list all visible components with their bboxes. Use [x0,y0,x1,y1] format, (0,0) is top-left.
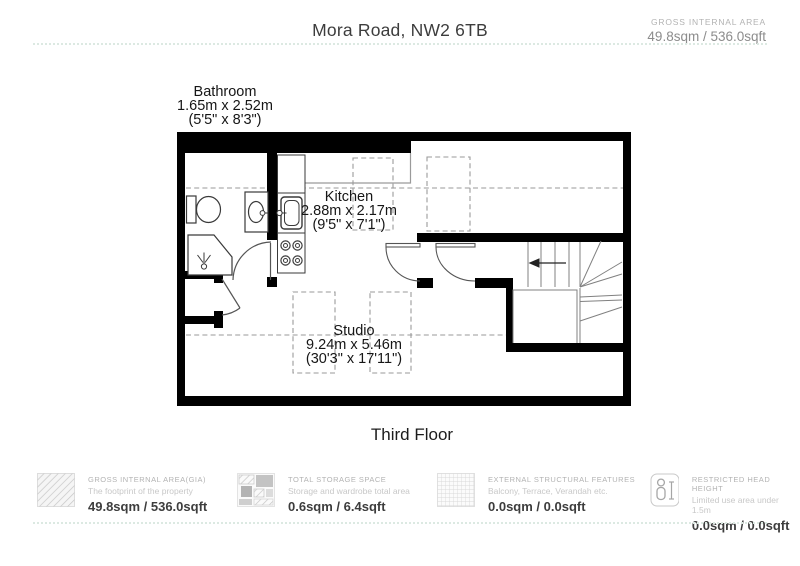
wall-outer-left [177,132,185,406]
wall-outer-top-thick [177,132,411,153]
legend-restricted-value: 0.0sqm / 0.0sqft [691,518,790,533]
wall-outer-bottom [177,396,631,406]
legend-storage-sub: Storage and wardrobe total area [288,486,410,496]
wall-wc-bottom [177,316,215,324]
wall-lobby-bottom-left [417,278,433,288]
legend-item-restricted [650,473,800,533]
studio-name: Studio [333,323,375,339]
legend-item-gia [37,473,207,514]
kitchen-imperial: (9'5" x 7'1") [312,217,386,233]
kitchen-sink [277,197,302,229]
dashed-zone-lines [186,157,623,373]
page-title: Mora Road, NW2 6TB [312,20,488,40]
kitchen-metric: 2.88m x 2.17m [301,203,397,219]
studio-metric: 9.24m x 5.46m [306,337,402,353]
wall-stub-kitchen [267,277,277,287]
lobby-door-left [386,244,420,282]
wall-stair-bottom [506,343,631,352]
room-label-studio [306,324,402,366]
bathroom-metric: 1.65m x 2.52m [177,98,273,114]
legend-restricted-label: RESTRICTED HEAD HEIGHT [691,475,771,493]
legend-external-label: EXTERNAL STRUCTURAL FEATURES [488,475,636,484]
person-height-icon [650,473,679,507]
wall-outer-right [623,132,631,406]
legend-restricted-sub: Limited use area under 1.5m [691,495,779,515]
legend-item-storage [237,473,410,514]
grid-pattern-icon [437,473,475,507]
studio-imperial: (30'3" x 17'11") [305,351,403,367]
toilet [187,196,221,223]
room-label-bathroom [177,85,273,127]
wall-outer-top-thin [411,132,631,141]
bathroom-imperial: (5'5" x 8'3") [188,112,262,128]
wall-lobby-top [417,233,623,242]
legend-storage-value: 0.6sqm / 6.4sqft [288,499,386,514]
stair-landing [513,290,577,343]
footer-separator [33,522,767,524]
kitchen-name: Kitchen [324,189,374,205]
wc-door [222,279,240,315]
staircase [513,241,622,343]
walls [177,132,631,406]
stair-direction-arrow [529,258,567,268]
shower [188,235,232,275]
gia-header-value: 49.8sqm / 536.0sqft [647,29,766,44]
room-label-kitchen [301,190,397,232]
legend-gia-sub: The footprint of the property [88,486,193,496]
wall-jamb-wc [214,311,223,328]
storage-mosaic-icon [237,473,275,507]
legend-external-value: 0.0sqm / 0.0sqft [488,499,586,514]
legend-storage-label: TOTAL STORAGE SPACE [288,475,387,484]
legend-gia-value: 49.8sqm / 536.0sqft [88,499,208,514]
bathroom-name: Bathroom [193,84,257,100]
wall-lobby-bottom-right [475,278,513,288]
floor-name-label: Third Floor [370,425,454,444]
washbasin [245,192,268,232]
legend-item-external [437,473,635,514]
legend-gia-label: GROSS INTERNAL AREA(GIA) [88,475,206,484]
gia-header-label: GROSS INTERNAL AREA [650,17,766,27]
wall-stair-left [506,288,513,352]
bathroom-door [233,242,271,280]
diagonal-hatch-icon [37,473,75,507]
legend-external-sub: Balcony, Terrace, Verandah etc. [488,486,608,496]
lobby-door-right [436,244,475,282]
